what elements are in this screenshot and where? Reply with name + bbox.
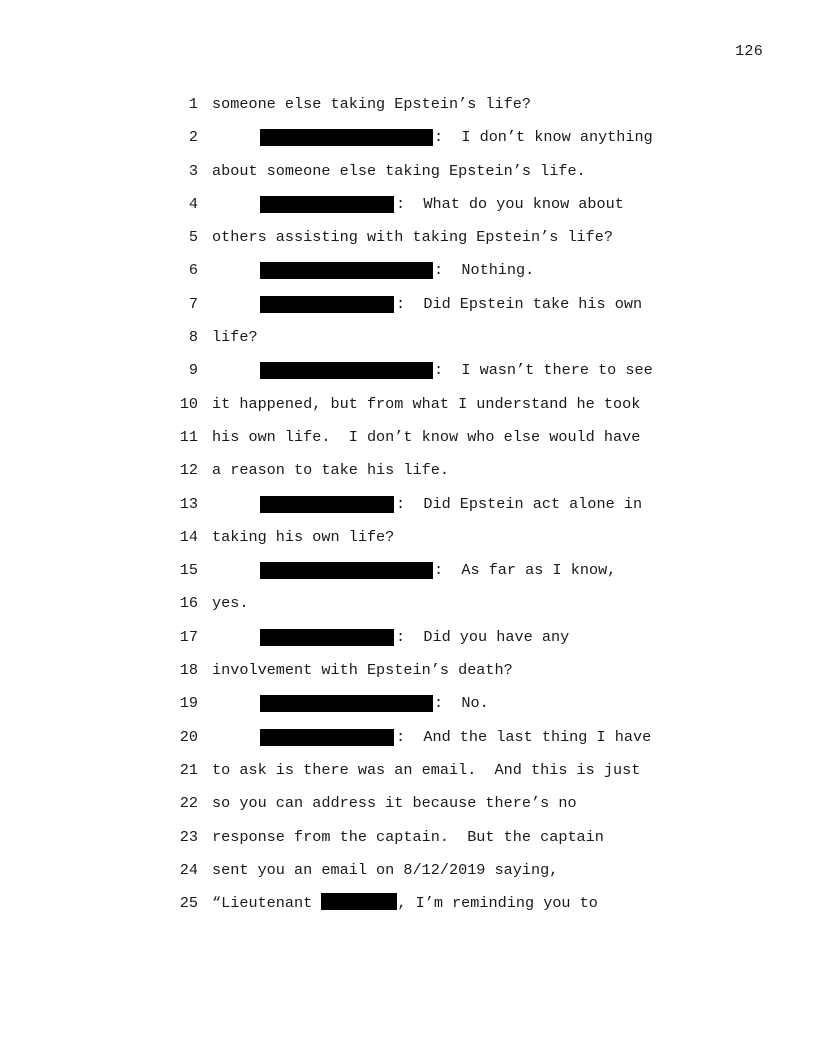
line-text: so you can address it because there’s no	[212, 794, 577, 813]
line-number: 17	[179, 627, 198, 646]
line-number: 21	[179, 760, 198, 779]
line-text: Did Epstein act alone in	[405, 494, 643, 513]
transcript-line	[0, 258, 816, 291]
speaker-statement	[434, 125, 653, 149]
line-text: life?	[212, 328, 258, 347]
transcript-line	[0, 358, 816, 391]
transcript-line	[0, 558, 816, 591]
speaker-colon: :	[434, 361, 444, 380]
line-text: As far as I know,	[443, 561, 617, 580]
line-number: 13	[179, 494, 198, 513]
transcript-line	[0, 591, 816, 624]
speaker-statement	[434, 358, 653, 382]
line-text: Nothing.	[443, 261, 535, 280]
speaker-colon: :	[396, 294, 406, 313]
transcript-line	[0, 825, 816, 858]
speaker-name-redaction	[260, 562, 433, 579]
speaker-name-redaction	[260, 262, 433, 279]
speaker-statement	[396, 192, 624, 216]
line-number: 1	[188, 95, 198, 113]
line-text	[212, 891, 598, 915]
page-number: 126	[735, 43, 763, 60]
speaker-name-redaction	[260, 196, 394, 213]
line-text: I wasn’t there to see	[443, 361, 653, 380]
transcript-line	[0, 791, 816, 824]
line-text: sent you an email on 8/12/2019 saying,	[212, 860, 559, 879]
speaker-statement	[396, 492, 642, 516]
transcript-line	[0, 159, 816, 192]
line-number: 2	[188, 128, 198, 147]
line-number: 3	[188, 161, 198, 180]
transcript-body	[0, 92, 816, 924]
line-number: 20	[179, 727, 198, 746]
transcript-line	[0, 725, 816, 758]
transcript-line	[0, 492, 816, 525]
speaker-name-redaction	[260, 695, 433, 712]
speaker-statement	[434, 258, 534, 282]
line-text: yes.	[212, 594, 249, 613]
line-number: 15	[179, 561, 198, 580]
line-text-before-redaction: “Lieutenant	[212, 894, 322, 913]
line-text: No.	[443, 694, 489, 713]
transcript-line	[0, 458, 816, 491]
line-text: his own life. I don’t know who else would have	[212, 427, 641, 446]
transcript-line	[0, 525, 816, 558]
line-number: 5	[188, 228, 198, 247]
line-text: response from the captain. But the captain	[212, 827, 604, 846]
line-text: it happened, but from what I understand he took	[212, 394, 641, 413]
transcript-line	[0, 225, 816, 258]
name-redaction	[321, 893, 397, 910]
line-number: 10	[179, 394, 198, 413]
line-text: What do you know about	[405, 194, 624, 213]
transcript-line	[0, 858, 816, 891]
speaker-name-redaction	[260, 729, 394, 746]
line-number: 4	[188, 194, 198, 213]
line-number: 16	[179, 594, 198, 613]
speaker-colon: :	[396, 194, 406, 213]
transcript-line	[0, 758, 816, 791]
speaker-colon: :	[434, 261, 444, 280]
speaker-colon: :	[434, 128, 444, 147]
transcript-line	[0, 92, 816, 125]
speaker-colon: :	[396, 727, 406, 746]
line-number: 19	[179, 694, 198, 713]
line-number: 11	[179, 427, 198, 446]
line-text: to ask is there was an email. And this is just	[212, 760, 641, 779]
line-number: 22	[179, 794, 198, 813]
transcript-line	[0, 425, 816, 458]
line-number: 23	[179, 827, 198, 846]
line-text: taking his own life?	[212, 527, 395, 546]
transcript-line	[0, 392, 816, 425]
speaker-name-redaction	[260, 296, 394, 313]
line-text: And the last thing I have	[405, 727, 652, 746]
transcript-line	[0, 125, 816, 158]
transcript-line	[0, 292, 816, 325]
line-number: 24	[179, 860, 198, 879]
transcript-line	[0, 891, 816, 924]
transcript-line	[0, 691, 816, 724]
speaker-statement	[396, 292, 642, 316]
speaker-name-redaction	[260, 362, 433, 379]
line-text: Did Epstein take his own	[405, 294, 643, 313]
line-text: I don’t know anything	[443, 128, 653, 147]
line-text: others assisting with taking Epstein’s life?	[212, 228, 614, 247]
line-text: Did you have any	[405, 627, 570, 646]
speaker-colon: :	[434, 561, 444, 580]
line-number: 7	[188, 294, 198, 313]
speaker-statement	[434, 558, 616, 582]
line-number: 9	[188, 361, 198, 380]
speaker-statement	[396, 725, 651, 749]
speaker-colon: :	[434, 694, 444, 713]
speaker-statement	[434, 691, 489, 715]
transcript-line	[0, 192, 816, 225]
line-number: 12	[179, 461, 198, 480]
line-number: 8	[188, 328, 198, 347]
line-text-after-redaction: , I’m reminding you to	[397, 894, 598, 913]
speaker-statement	[396, 625, 569, 649]
line-text: about someone else taking Epstein’s life.	[212, 161, 586, 180]
speaker-colon: :	[396, 627, 406, 646]
line-number: 25	[179, 894, 198, 913]
speaker-name-redaction	[260, 629, 394, 646]
line-text: someone else taking Epstein’s life?	[212, 95, 531, 113]
line-number: 18	[179, 661, 198, 680]
line-number: 6	[188, 261, 198, 280]
speaker-colon: :	[396, 494, 406, 513]
line-text: involvement with Epstein’s death?	[212, 661, 513, 680]
speaker-name-redaction	[260, 496, 394, 513]
transcript-line	[0, 625, 816, 658]
transcript-line	[0, 325, 816, 358]
speaker-name-redaction	[260, 129, 433, 146]
transcript-line	[0, 658, 816, 691]
line-number: 14	[179, 527, 198, 546]
line-text: a reason to take his life.	[212, 461, 449, 480]
